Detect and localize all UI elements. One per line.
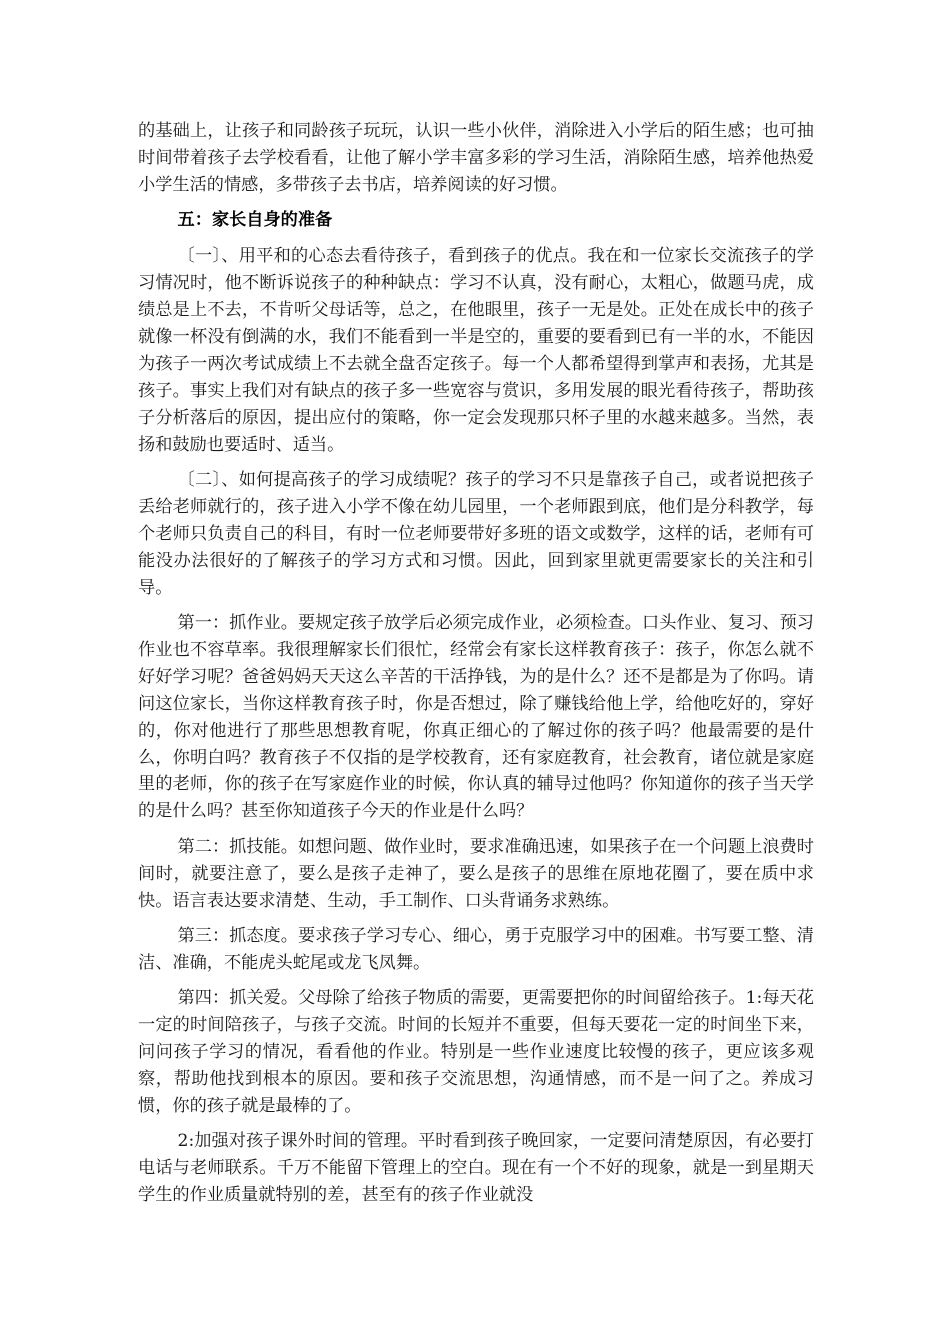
paragraph-attitude: 第三：抓态度。要求孩子学习专心、细心，勇于克服学习中的困难。书写要工整、清洁、准确，不能虎头蛇尾或龙飞凤舞。 [138,925,814,973]
section-heading: 五：家长自身的准备 [177,210,333,231]
paragraph-homework: 第一：抓作业。要规定孩子放学后必须完成作业，必须检查。口头作业、复习、预习作业也不容草率。我很理解家长们很忙，经常会有家长这样教育孩子：孩子，你怎么就不好好学习呢？爸爸妈妈天天这么辛苦的干活挣钱，为的是什么？还不是都是为了你吗。请问这位家长，当你这样教育孩子时，你是否想过，除了赚钱给他上学，给他吃好的，穿好的，你对他进行了那些思想教育呢，你真正细心的了解过你的孩子吗？他最需要的是什么，你明白吗？教育孩子不仅指的是学校教育，还有家庭教育，社会教育，诸位就是家庭里的老师，你的孩子在写家庭作业的时候，你认真的辅导过他吗？你知道你的孩子当天学的是什么吗？甚至你知道孩子今天的作业是什么吗？ [138,613,814,822]
document-body [138,118,814,1218]
paragraph-skills: 第二：抓技能。如想问题、做作业时，要求准确迅速，如果孩子在一个问题上浪费时间时，就要注意了，要么是孩子走神了，要么是孩子的思维在原地花圈了，要在质中求快。语言表达要求清楚、生动，手工制作、口头背诵务求熟练。 [138,836,814,911]
paragraph-time-management: 2:加强对孩子课外时间的管理。平时看到孩子晚回家，一定要问清楚原因，有必要打电话与老师联系。千万不能留下管理上的空白。现在有一个不好的现象，就是一到星期天学生的作业质量就特别的差，甚至有的孩子作业就没 [138,1131,814,1206]
paragraph-care: 第四：抓关爱。父母除了给孩子物质的需要，更需要把你的时间留给孩子。1:每天花一定的时间陪孩子，与孩子交流。时间的长短并不重要，但每天要花一定的时间坐下来，问问孩子学习的情况，看看他的作业。特别是一些作业速度比较慢的孩子，更应该多观察，帮助他找到根本的原因。要和孩子交流思想，沟通情感，而不是一问了之。养成习惯，你的孩子就是最棒的了。 [138,988,814,1116]
paragraph-improve-grades: 〔二〕、如何提高孩子的学习成绩呢？孩子的学习不只是靠孩子自己，或者说把孩子丢给老师就行的，孩子进入小学不像在幼儿园里，一个老师跟到底，他们是分科教学，每个老师只负责自己的科目，有时一位老师要带好多班的语文或数学，这样的话，老师有可能没办法很好的了解孩子的学习方式和习惯。因此，回到家里就更需要家长的关注和引导。 [138,469,814,598]
paragraph-mindset: 〔一〕、用平和的心态去看待孩子，看到孩子的优点。我在和一位家长交流孩子的学习情况时，他不断诉说孩子的种种缺点：学习不认真，没有耐心，太粗心，做题马虎，成绩总是上不去，不肯听父母话等，总之，在他眼里，孩子一无是处。正处在成长中的孩子就像一杯没有倒满的水，我们不能看到一半是空的，重要的要看到已有一半的水，不能因为孩子一两次考试成绩上不去就全盘否定孩子。每一个人都希望得到掌声和表扬，尤其是孩子。事实上我们对有缺点的孩子多一些宽容与赏识，多用发展的眼光看待孩子，帮助孩子分析落后的原因，提出应付的策略，你一定会发现那只杯子里的水越来越多。当然，表扬和鼓励也要适时、适当。 [138,246,814,455]
paragraph-continuation: 的基础上，让孩子和同龄孩子玩玩，认识一些小伙伴，消除进入小学后的陌生感；也可抽时间带着孩子去学校看看，让他了解小学丰富多彩的学习生活，消除陌生感，培养他热爱小学生活的情感，多带孩子去书店，培养阅读的好习惯。 [138,121,814,195]
